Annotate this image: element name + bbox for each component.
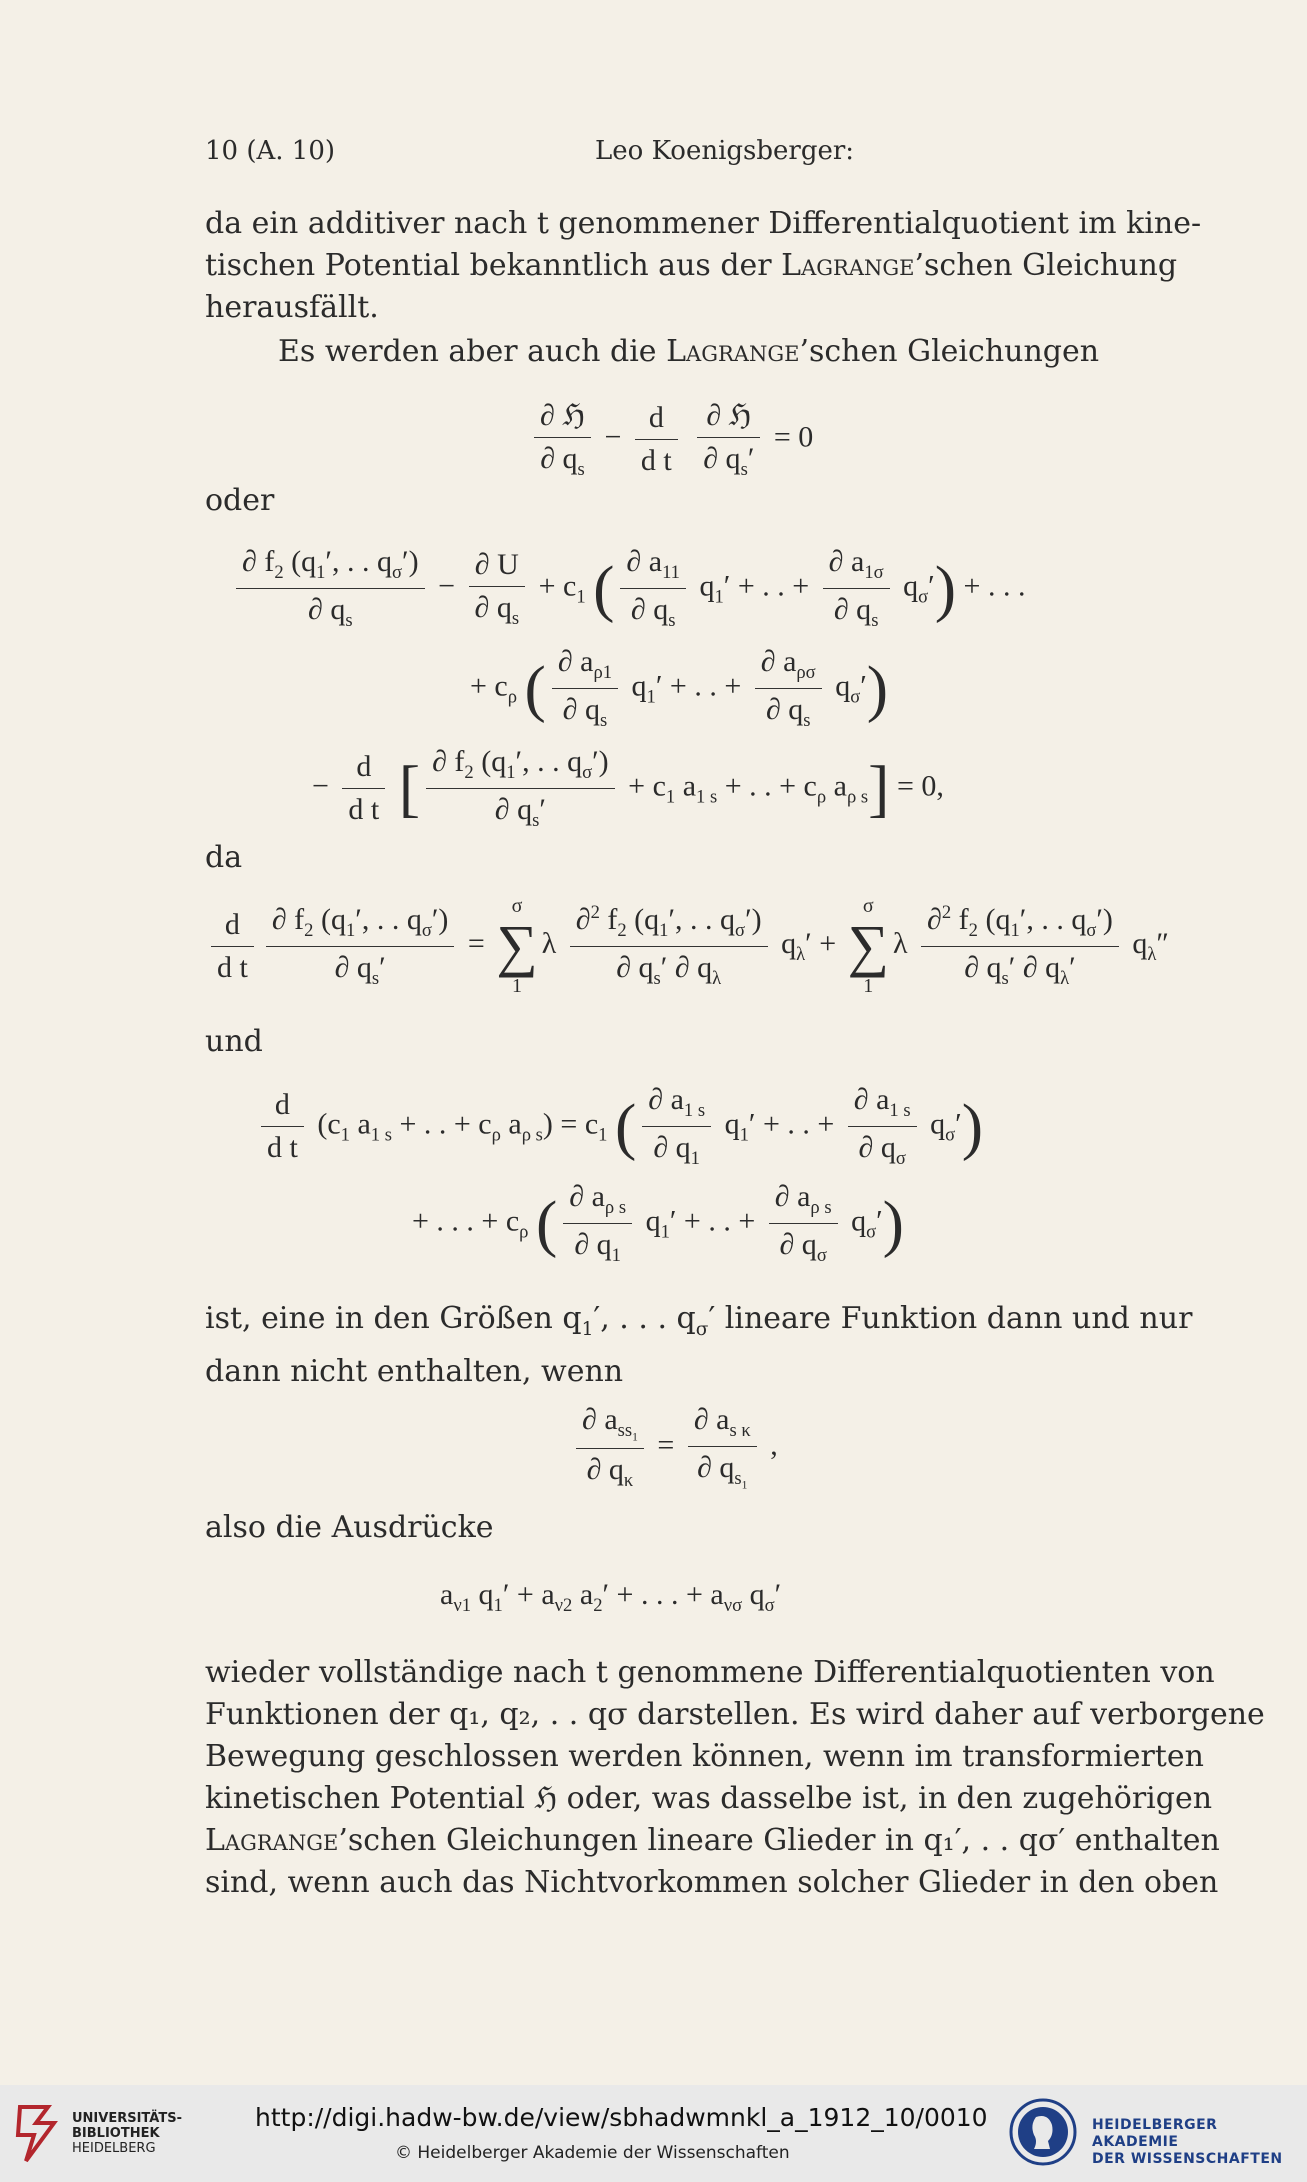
paragraph-3 [205, 1298, 1210, 1393]
text-line: dann nicht enthalten, wenn [205, 1354, 624, 1389]
text-line: Es werden aber auch die Lagrange’schen Gleichungen [278, 334, 1100, 369]
equation-coefficients-line2: + . . . + $c_\rho$ ( $\frac{\partial a_{\rho s}}{\partial q_1}$ $q_1'$ + . . + $\frac{\partial a_{\rho s}}{\partial q_\sigma}$ $q_\sigma'$) [412, 1180, 904, 1266]
text-line: tischen Potential bekanntlich aus der Lagrange’schen Gleichung [205, 248, 1178, 283]
running-header [205, 136, 1215, 176]
university-library-name: UNIVERSITÄTS- BIBLIOTHEK HEIDELBERG [72, 2111, 182, 2156]
text-line: wieder vollständige nach t genommene Differentialquotienten von [205, 1655, 1215, 1690]
label-und: und [205, 1024, 263, 1059]
university-library-logo-icon [14, 2103, 60, 2165]
paragraph-1 [205, 203, 1210, 329]
equation-expanded-line3: − $\frac{d}{\text{d t}}$ [ $\frac{\partial f_2 (q_1', . . q_\sigma')}{\partial q_s'}$ + $c_1$ $a_{1 s}$ + . . + $c_\rho$ $a_{\rho s}] = 0$, [312, 745, 944, 831]
label-also: also die Ausdrücke [205, 1510, 494, 1545]
footer-bar [0, 2085, 1307, 2182]
paragraph-4 [205, 1652, 1265, 1904]
equation-lagrange: $\frac{\text{∂ ℌ}}{\partial q_s}$ − $\frac{d}{\text{d t}}$ $\frac{\text{∂ ℌ}}{\partial q_s'}$ = 0 [528, 398, 813, 481]
equation-expanded-line2: + $c_\rho$ ( $\frac{\partial a_{\rho 1}}{\partial q_s}$ $q_1'$ + . . + $\frac{\partial a_{\rho\sigma}}{\partial q_s}$ $q_\sigma'$) [470, 645, 889, 731]
text-line: da ein additiver nach t genommener Differentialquotient im kine- [205, 206, 1202, 241]
permalink-url[interactable]: http://digi.hadw-bw.de/view/sbhadwmnkl_a_1912_10/0010 [255, 2103, 988, 2132]
page-number: 10 (A. 10) [205, 136, 336, 166]
equation-expanded-line1: $\frac{\partial f_2 (q_1', . . q_\sigma')}{\partial q_s}$ − $\frac{\partial U}{\partial q_s}$ + $c_1$ ( $\frac{\partial a_{11}}{\partial q_s}$ $q_1'$ + . . + $\frac{\partial a_{1\sigma}}{\partial q_s}$ $q_\sigma'$) + . . . [230, 545, 1025, 632]
text-line: sind, wenn auch das Nichtvorkommen solcher Glieder in den oben [205, 1865, 1219, 1900]
equation-condition: $\frac{\partial a_{ss_1}}{\partial q_\kappa}$ = $\frac{\partial a_{s \kappa}}{\partial q_{s_1}}$ , [570, 1403, 778, 1492]
academy-name: HEIDELBERGER AKADEMIE DER WISSENSCHAFTEN [1092, 2117, 1283, 2167]
text-line: kinetischen Potential ℌ oder, was dasselbe ist, in den zugehörigen [205, 1781, 1213, 1816]
equation-coefficients-line1: $\frac{d}{\text{d t}}$ ($c_1$ $a_{1 s}$ + . . + $c_\rho$ $a_{\rho s}) = c_1$ ( $\frac{\partial a_{1 s}}{\partial q_1}$ $q_1'$ + . . + $\frac{\partial a_{1 s}}{\partial q_\sigma}$ $q_\sigma'$) [255, 1083, 983, 1170]
label-da: da [205, 840, 243, 875]
text-line: Funktionen der q₁, q₂, . . qσ darstellen. Es wird daher auf verborgene [205, 1697, 1265, 1732]
equation-expressions: $a_{\nu 1}$ $q_1' + a_{\nu 2}$ $a_2'$ + . . . + $a_{\nu\sigma}$ $q_\sigma'$ [440, 1578, 782, 1616]
copyright-notice: © Heidelberger Akademie der Wissenschaften [395, 2143, 790, 2163]
text-line: Bewegung geschlossen werden können, wenn im transformierten [205, 1739, 1204, 1774]
text-line: herausfällt. [205, 290, 379, 325]
running-title: Leo Koenigsberger: [595, 136, 855, 166]
paragraph-2 [278, 331, 1283, 373]
academy-seal-icon [1008, 2097, 1078, 2167]
equation-time-derivative: $\frac{d}{\text{d t}}$ $\frac{\partial f_2 (q_1', . . q_\sigma')}{\partial q_s'}$ = σ ∑ 1λ $\frac{\partial^2 f_2 (q_1', . . q_\sigma')}{\partial q_s' \partial q_\lambda}$ $q_\lambda' + \sigma$ ∑ 1λ $\frac{\partial^2 f_2 (q_1', . . q_\sigma')}{\partial q_s' \partial q_\lambda'}$ $q_\lambda''$ [205, 895, 1169, 997]
label-oder: oder [205, 483, 275, 518]
text-line: Lagrange’schen Gleichungen lineare Glieder in q₁′, . . qσ′ enthalten [205, 1823, 1220, 1858]
text-line: ist, eine in den Größen $q_1'$, . . . $q_\sigma'$ lineare Funktion dann und nur [205, 1301, 1193, 1340]
